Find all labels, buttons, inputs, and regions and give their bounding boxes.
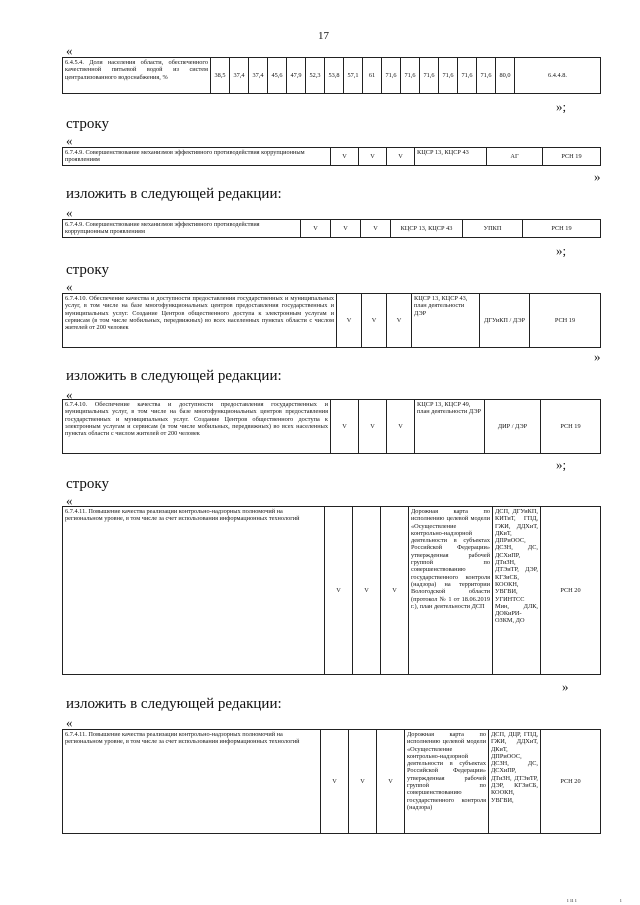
open-quote: « [66,387,73,402]
open-quote: « [66,133,73,148]
mark-cell: V [387,400,415,454]
source-cell: КЦСР 13, КЦСР 43 [415,148,487,166]
table-row [63,148,601,166]
measure-description: 6.7.4.10. Обеспечение качества и доступности предоставления государственных и муниципальных услуг, в том числе на базе многофункциональных центров предоставления государственных и муниципальных услуг. Создание Центров общественного доступа к электронным услугам и сервисам (в том числе мобильных, передвижных) во всех населенных пунктах области с числом жителей от 200 человек [63,294,337,348]
footer-mark-left: ı ıı ı [567,898,577,904]
mark-cell: V [362,294,387,348]
mark-cell: V [331,148,359,166]
mark-cell: V [387,148,415,166]
open-quote: « [66,279,73,294]
source-cell: КЦСР 13, КЦСР 43, план деятельности ДЭР [412,294,480,348]
value-cell: 45,6 [268,58,287,94]
executor-cell: АГ [487,148,543,166]
value-cell: 71,6 [420,58,439,94]
value-cell: 71,6 [458,58,477,94]
open-quote: « [66,205,73,220]
mark-cell: V [377,730,405,834]
value-cell: 53,8 [325,58,344,94]
measure-description: 6.7.4.11. Повышение качества реализации контрольно-надзорных полномочий на региональном уровне, в том числе за счет использования информационных технологий [63,730,321,834]
executor-cell: ДСП, ДЦР, ГПД, ГЖИ, ДДХиТ, ДКиТ, ДПРиООС, ДСЗН, ДС, ДСХиПР, ДТиЗН, ДТЭиТР, ДЭР, КГЗиСБ, КООКН, УВГВИ, [489,730,541,834]
table-row-6-7-4-9-old [62,147,601,166]
value-cell: 37,4 [230,58,249,94]
heading-replace: изложить в следующей редакции: [66,696,282,712]
table-row [63,730,601,834]
table-row [63,294,601,348]
mark-cell: V [321,730,349,834]
source-cell: КЦСР 13, КЦСР 49, план деятельности ДЭР [415,400,485,454]
value-cell: 71,6 [477,58,496,94]
open-quote: « [66,715,73,730]
mark-cell: V [301,220,331,238]
open-quote: « [66,43,73,58]
executor-cell: ДГУиКП / ДЭР [480,294,530,348]
table-row [63,400,601,454]
executor-cell: ДСП, ДГУиКП, КИТиТ, ГПД, ГЖИ, ДДХиТ, ДКиТ, ДПРиООС, ДСЗН, ДС, ДСХиПР, ДТиЗН, ДТЭиТР, ДЭР, КГЗиСБ, КООКН, УВГВИ, УГИНТСС Мин, ДЛК, ДОКиРИ-ОЗКМ, ДО [493,507,541,675]
value-cell: 52,3 [306,58,325,94]
measure-description: 6.7.4.9. Совершенствование механизмов эффективного противодействия коррупционным проявлениям [63,220,301,238]
open-quote: « [66,493,73,508]
mark-cell: V [331,220,361,238]
close-quote: » [594,169,601,184]
table-row-6-7-4-11-new [62,729,601,834]
table-row [63,58,601,94]
close-quote: »; [556,243,567,258]
rsn-cell: РСН 20 [541,507,601,675]
value-cell: 71,6 [382,58,401,94]
rsn-cell: РСН 19 [543,148,601,166]
mark-cell: V [353,507,381,675]
measure-description: 6.7.4.11. Повышение качества реализации контрольно-надзорных полномочий на региональном уровне, в том числе за счет использования информационных технологий [63,507,325,675]
source-cell: КЦСР 13, КЦСР 43 [391,220,463,238]
reference-cell: 6.4.4.8. [515,58,601,94]
close-quote: »; [556,99,567,114]
measure-description: 6.7.4.9. Совершенствование механизмов эффективного противодействия коррупционным проявлениям [63,148,331,166]
table-indicator-row [62,57,601,94]
rsn-cell: РСН 19 [523,220,601,238]
close-quote: » [562,679,569,694]
footer-mark-right: ı [620,898,622,904]
rsn-cell: РСН 19 [530,294,601,348]
heading-replace: изложить в следующей редакции: [66,186,282,202]
executor-cell: УПКП [463,220,523,238]
measure-description: 6.7.4.10. Обеспечение качества и доступности предоставления государственных и муниципальных услуг, в том числе на базе многофункциональных центров предоставления государственных и муниципальных услуг. Создание Центров общественного доступа к электронным услугам и сервисам (в том числе мобильных, передвижных) во всех населенных пунктах области с числом жителей от 200 человек [63,400,331,454]
indicator-description: 6.4.5.4. Доля населения области, обеспеченного качественной питьевой водой из систем централизованного водоснабжения, % [63,58,211,94]
source-cell: Дорожная карта по исполнению целевой модели «Осуществление контрольно-надзорной деятельности в субъектах Российской Федерации» утвержденная рабочей группой по совершенствованию государственного контроля (надзора) [405,730,489,834]
heading-row: строку [66,262,109,278]
mark-cell: V [349,730,377,834]
mark-cell: V [387,294,412,348]
value-cell: 37,4 [249,58,268,94]
mark-cell: V [325,507,353,675]
value-cell: 61 [363,58,382,94]
table-row-6-7-4-10-old [62,293,601,348]
heading-row: строку [66,116,109,132]
table-row [63,507,601,675]
table-row-6-7-4-10-new [62,399,601,454]
close-quote: » [594,349,601,364]
value-cell: 80,0 [496,58,515,94]
value-cell: 71,6 [439,58,458,94]
table-row-6-7-4-11-old [62,506,601,675]
page-number: 17 [318,30,329,42]
mark-cell: V [331,400,359,454]
value-cell: 47,9 [287,58,306,94]
table-row-6-7-4-9-new [62,219,601,238]
mark-cell: V [359,400,387,454]
heading-replace: изложить в следующей редакции: [66,368,282,384]
mark-cell: V [381,507,409,675]
value-cell: 71,6 [401,58,420,94]
rsn-cell: РСН 20 [541,730,601,834]
heading-row: строку [66,476,109,492]
value-cell: 38,5 [211,58,230,94]
mark-cell: V [337,294,362,348]
mark-cell: V [361,220,391,238]
close-quote: »; [556,457,567,472]
rsn-cell: РСН 19 [541,400,601,454]
executor-cell: ДИР / ДЭР [485,400,541,454]
mark-cell: V [359,148,387,166]
value-cell: 57,1 [344,58,363,94]
source-cell: Дорожная карта по исполнению целевой модели «Осуществление контрольно-надзорной деятельности в субъектах Российской Федерации» утвержденная рабочей группой по совершенствованию государственного контроля (надзора) на территории Вологодской области (протокол № 1 от 18.06.2019 г.), план деятельности ДСП [409,507,493,675]
table-row [63,220,601,238]
